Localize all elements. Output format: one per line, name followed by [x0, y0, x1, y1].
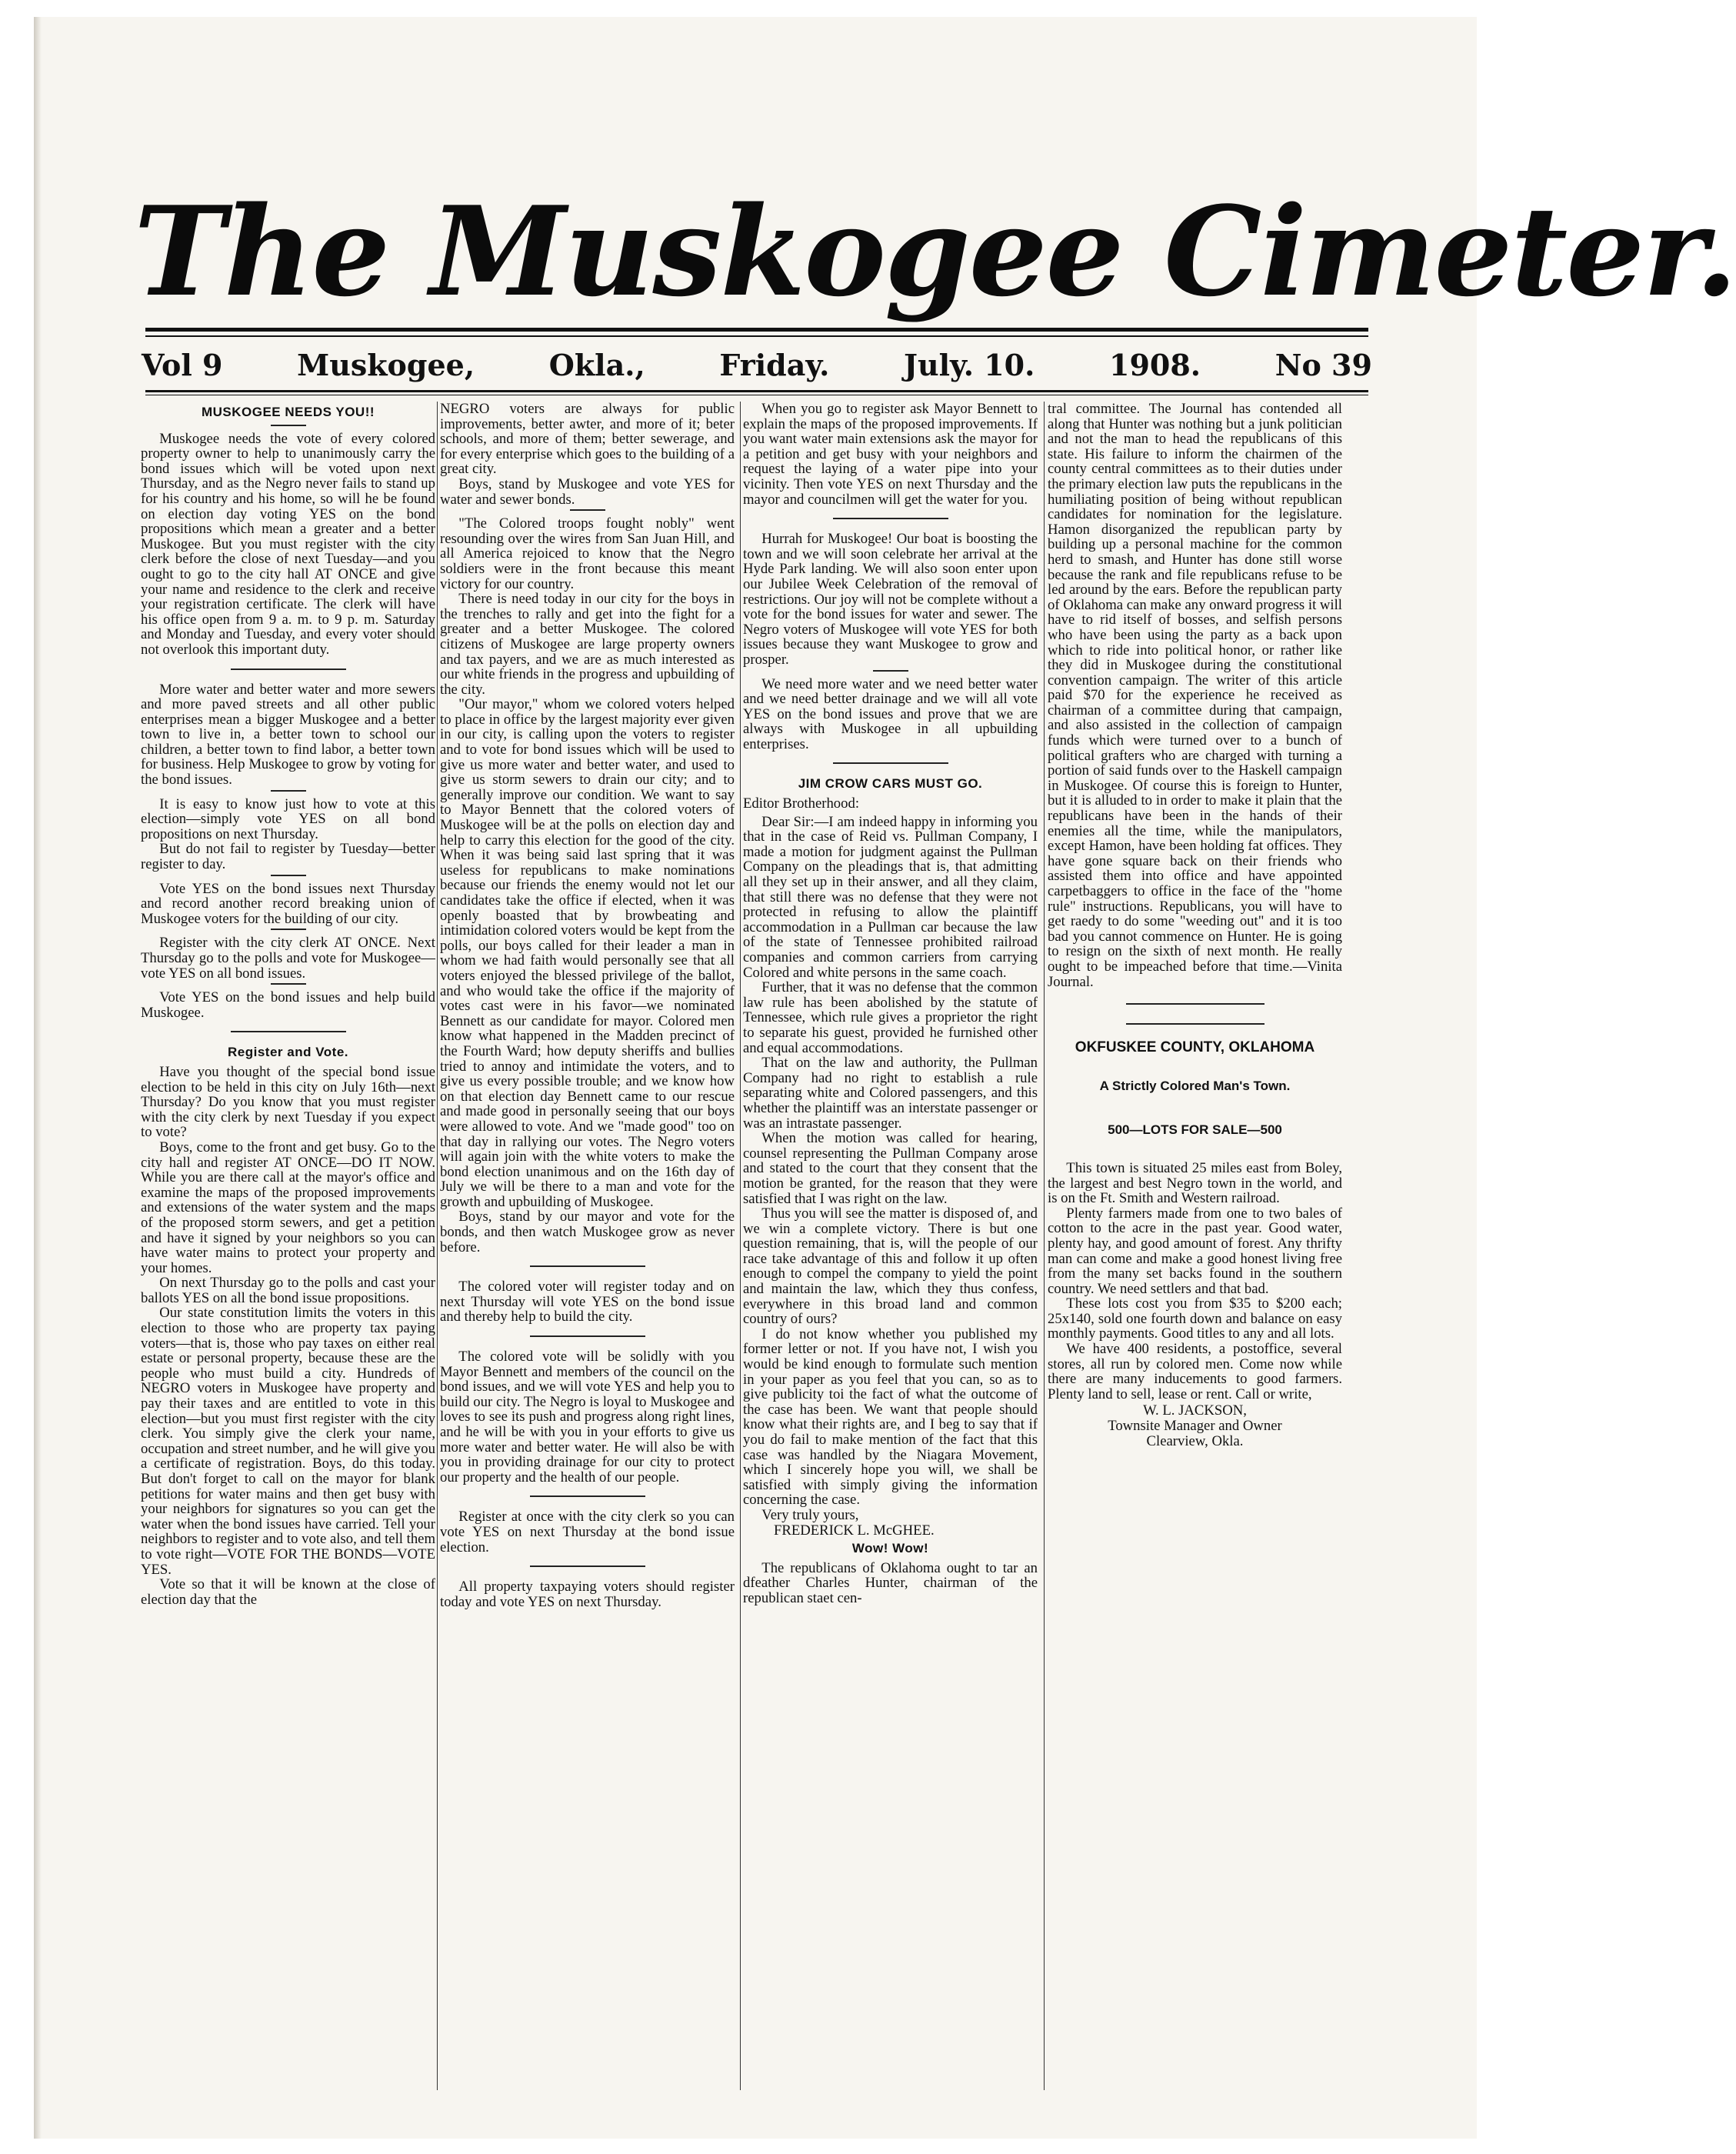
- article-paragraph: Vote YES on the bond issues and help build Muskogee.: [141, 989, 435, 1021]
- advertiser-title: Townsite Manager and Owner: [1108, 1418, 1282, 1435]
- masthead-rule-thin: [145, 335, 1368, 337]
- advertisement-paragraph: We have 400 residents, a postoffice, several stores, all run by colored men. Come now while there are many inducements to good farmers. Plenty land to sell, lease or rent. Call or write,: [1048, 1341, 1342, 1402]
- advertisement-paragraph: Plenty farmers made from one to two bales of cotton to the acre in the past year. Good water, plenty hay, and good amount of forest. Any thrifty man can come and make a good honest living free from the many set backs found in the southern country. We need settlers and that bad.: [1048, 1205, 1342, 1297]
- column-divider: [437, 402, 438, 2090]
- article-paragraph: All property taxpaying voters should register today and vote YES on next Thursday.: [440, 1579, 735, 1610]
- article-paragraph: Boys, stand by Muskogee and vote YES for water and sewer bonds.: [440, 475, 735, 508]
- article-paragraph: The colored vote will be solidly with you Mayor Bennett and members of the council on the bond issues, and we will vote YES and help you to build our city. The Negro is loyal to Muskogee and loves to see its push and progress along right lines, and he will be with you in your efforts to give us more water and better water. He will also be with you in providing drainage for our city to protect our property and the health of our people.: [440, 1349, 735, 1485]
- advertisement-paragraph: This town is situated 25 miles east from Boley, the largest and best Negro town in the world, and is on the Ft. Smith and Western railroad.: [1048, 1159, 1342, 1207]
- issue-line: [142, 342, 1372, 388]
- article-paragraph: That on the law and authority, the Pullman Company had no right to establish a rule separating white and Colored passengers, and this whether the plaintiff was an interstate passenger or was an intrastate passenger.: [743, 1055, 1038, 1132]
- section-rule: [1126, 1023, 1265, 1025]
- section-rule: [231, 1031, 346, 1032]
- city-name: Muskogee,: [297, 347, 475, 382]
- section-rule: [833, 762, 948, 764]
- section-rule: [530, 1335, 645, 1337]
- letter-signature: FREDERICK L. McGHEE.: [774, 1522, 935, 1539]
- article-paragraph: The colored voter will register today and on next Thursday will vote YES on the bond issue and thereby help to build the city.: [440, 1279, 735, 1325]
- article-paragraph: Muskogee needs the vote of every colored property owner to help to unanimously carry the bond issues which will be voted upon next Thursday, and as the Negro never fails to stand up for his country and his home, so will he be found on election day voting YES on the bond propositions which mean a greater and a better Muskogee. But you must register with the city clerk before the close of next Tuesday—and you ought to go to the city hall AT ONCE and give your name and residence to the clerk and receive your registration certificate. The clerk will have his office open from 9 a. m. to 9 p. m. Saturday and Monday and Tuesday, and every voter should not overlook this important duty.: [141, 430, 435, 658]
- column-2: [440, 402, 735, 2090]
- headline-register-and-vote: Register and Vote.: [228, 1045, 348, 1060]
- article-paragraph: On next Thursday go to the polls and cast your ballots YES on all the bond issue propositions.: [141, 1275, 435, 1306]
- column-divider: [1044, 402, 1045, 2090]
- article-paragraph: Boys, stand by our mayor and vote for the bonds, and then watch Muskogee grow as never before.: [440, 1209, 735, 1255]
- paragraph-rule: [271, 790, 306, 792]
- article-paragraph: Vote so that it will be known at the close of election day that the: [141, 1576, 435, 1608]
- paragraph-rule: [570, 509, 605, 511]
- article-paragraph: Hurrah for Muskogee! Our boat is boosting the town and we will soon celebrate her arrival at the Hyde Park landing. We will also soon enter upon our Jubilee Week Celebration of the removal of restrictions. Our joy will not be complete without a vote for the bond issues for water and sewer. The Negro voters of Muskogee will vote YES for both issues because they want Muskogee to grow and prosper.: [743, 531, 1038, 668]
- section-rule: [530, 1265, 645, 1267]
- section-rule: [530, 1565, 645, 1567]
- advertisement-lots: 500—LOTS FOR SALE—500: [1108, 1122, 1282, 1138]
- article-paragraph: NEGRO voters are always for public improvements, better awter, and more of it; beter schools, and more of them; better sewerage, and for every enterprise which goes to the building of a great city.: [440, 401, 735, 478]
- issue-rule: [145, 390, 1368, 392]
- issue-day: Friday.: [719, 347, 830, 382]
- article-paragraph: When you go to register ask Mayor Bennett to explain the maps of the proposed improvements. If you want water main extensions ask the mayor for a petition and get busy with your neighbors and request the laying of a water pipe into your vicinity. Then vote YES on next Thursday and the mayor and councilmen will get the water for you.: [743, 401, 1038, 508]
- article-paragraph: Register with the city clerk AT ONCE. Next Thursday go to the polls and vote for Muskogee—vote YES on all bond issues.: [141, 935, 435, 982]
- letter-closing: Very truly yours,: [761, 1506, 859, 1523]
- section-rule: [1126, 1003, 1265, 1005]
- article-paragraph: Have you thought of the special bond issue election to be held in this city on July 16th—next Thursday? Do you know that you must register with the city clerk by next Tuesday if you expect to vote?: [141, 1063, 435, 1141]
- paragraph-rule: [873, 670, 908, 672]
- article-paragraph: It is easy to know just how to vote at this election—simply vote YES on all bond propositions on next Thursday.: [141, 795, 435, 842]
- masthead-rule: [145, 328, 1368, 332]
- article-paragraph: tral committee. The Journal has contended all along that Hunter was nothing but a junk politician and not the man to head the republicans of this state. His failure to inform the chairmen of the county central committees as to their duties under the primary election law puts the republicans in the humiliating position of being without republican candidates for nomination for the legislature. Hamon disorganized the republican party by building up a personal machine for the common herd to smash, and Hunter has done still worse because the rank and file republicans refuse to be led around by the ears. Before the republican party of Oklahoma can make any onward progress it will have to rid itself of bosses, and selfish persons who have been using the party as a back upon which to ride into political honor, or rather like they did in Muskogee during the constitutional convention campaign. The writer of this article paid $70 for the experience he received as chairman of a committee during that campaign, and also assisted in the collection of campaign funds which were turned over to a bunch of political grafters who are charged with turning a portion of said funds over to the Haskell campaign in Muskogee. Of course this is foreign to Hunter, but it is alluded to in order to make it plain that the republicans have been in the hands of their enemies all the time, while the manipulators, except Hamon, have been holding fat offices. They have gone square back on their friends who assisted them into office and have appointed carpetbaggers to office in the face of the "home rule" instructions. Republicans, you will have to get raedy to do some "weeding out" and it is too bad you cannot commence on Hunter. He is going to resign on the sixth of next month. He really ought to be impeached before that time.—Vinita Journal.: [1048, 401, 1342, 990]
- section-rule: [530, 1495, 645, 1497]
- column-3: [743, 402, 1038, 2090]
- advertiser-name: W. L. JACKSON,: [1143, 1402, 1247, 1419]
- article-paragraph: "Our mayor," whom we colored voters helped to place in office by the largest majority ever given in our city, is calling upon the voters to register and to vote for bond issues which will be used to give us more water and better water, and used to give us storm sewers to drain our city; and to generally improve our condition. We want to say to Mayor Bennett that the colored voters of Muskogee will be at the polls on election day and help to carry this election for the good of the city. When it was being said last spring that it was useless for republicans to make nominations because our friends the enemy would not let our candidates take the office if elected, when it was openly boasted that by browbeating and intimidation colored voters would be kept from the polls, our boys called for their leader a man in whom we had faith would personally see that all voters enjoyed the blessed privilege of the ballot, and who would take the office if the majority of votes cast were in his favor—we nominated Bennett as our candidate for mayor. Colored men know what happened in the Madden precinct of the Fourth Ward; how deputy sheriffs and bullies tried to annoy and intimidate the voters, and to give us every possible trouble; and we know how on that election day Bennett came to our rescue and made good in personally seeing that our boys were allowed to vote. And we "made good" too on that day in rallying our votes. The Negro voters will again join with the white voters to make the bond election unanimous and on the 16th day of July we will be there to a man and vote for the growth and upbuilding of Muskogee.: [440, 696, 735, 1210]
- newspaper-page: [34, 17, 1736, 2139]
- article-paragraph: Dear Sir:—I am indeed happy in informing you that in the case of Reid vs. Pullman Company, I made a motion for judgment against the Pullman Company on the pleadings that is, that admitting all they set up in their answer, and all they claim, that still there was no defense that they were not protected in refusing to allow the plaintiff accommodation in a Pullman car because the law of the state of Tennessee prohibited railroad companies and common carriers from carrying Colored and white persons in the same coach.: [743, 813, 1038, 981]
- article-paragraph: Our state constitution limits the voters in this election to those who are property tax paying voters—that is, those who pay taxes on either real estate or personal property, because these are the people who must build a city. Hundreds of NEGRO voters in Muskogee have property and pay their taxes and are entitled to vote in this election—but you must first register with the city clerk. You simply give the clerk your name, occupation and street number, and he will give you a certificate of registration. Boys, do this today. But don't forget to call on the mayor for blank petitions for water mains and then get busy with your neighbors for signatures so you can get the water when the bond issues have carried. Tell your neighbors to register and to vote also, and tell them to vote right—VOTE FOR THE BONDS—VOTE YES.: [141, 1305, 436, 1578]
- section-rule: [231, 669, 346, 670]
- headline-wow-wow: Wow! Wow!: [851, 1541, 929, 1556]
- advertiser-place: Clearview, Okla.: [1146, 1432, 1244, 1449]
- article-paragraph: We need more water and we need better water and we need better drainage and we will all vote YES on the bond issues and prove that we are always with Muskogee in all upbuilding enterprises.: [743, 675, 1038, 752]
- section-rule: [833, 518, 948, 519]
- headline-muskogee-needs-you: MUSKOGEE NEEDS YOU!!: [201, 405, 375, 419]
- paragraph-rule: [271, 875, 306, 876]
- advertisement-title: OKFUSKEE COUNTY, OKLAHOMA: [1075, 1039, 1315, 1056]
- article-paragraph: Further, that it was no defense that the common law rule has been abolished by the statute of Tennessee, which rule gives a proprietor the right to separate his guest, provided he furnished other and equal accommodations.: [743, 979, 1038, 1056]
- article-paragraph: I do not know whether you published my former letter or not. If you have not, I wish you would be kind enough to formulate such mention in your paper as you feel that you can, so as to give publicity toi the fact of what the outcome of the case has been. We want that people should know what their rights are, and I beg to say that if you do fail to make mention of the fact that this case was handled by the Niagara Movement, which I sincerely hope you will, we shall be satisfied with simply giving the information concerning the case.: [743, 1325, 1038, 1509]
- advertisement-paragraph: These lots cost you from $35 to $200 each; 25x140, sold one fourth down and balance on easy monthly payments. Good titles to any and all lots.: [1048, 1295, 1342, 1342]
- article-paragraph: Register at once with the city clerk so you can vote YES on next Thursday at the bond issue election.: [440, 1509, 735, 1555]
- article-paragraph: There is need today in our city for the boys in the trenches to rally and get into the fight for a greater and a better Muskogee. The colored citizens of Muskogee are large property owners and tax payers, and we are as much interested as our white friends in the progress and upbuilding of the city.: [440, 591, 735, 698]
- paragraph-rule: [271, 929, 306, 930]
- letter-salutation: Editor Brotherhood:: [743, 795, 860, 812]
- state-name: Okla.,: [548, 347, 645, 382]
- advertisement-subtitle: A Strictly Colored Man's Town.: [1099, 1078, 1291, 1093]
- paragraph-rule: [271, 983, 306, 985]
- column-1: [141, 402, 435, 2090]
- article-paragraph: Boys, come to the front and get busy. Go to the city hall and register AT ONCE—DO IT NOW. While you are there call at the mayor's office and examine the maps of the proposed improvements and extensions of the water system and the maps of the proposed storm sewers, and get a petition and have it signed by your neighbors so you can have water mains to protect your property and your homes.: [141, 1139, 435, 1276]
- masthead-title: The Muskogee Cimeter.: [134, 179, 1736, 324]
- article-paragraph: Vote YES on the bond issues next Thursday and record another record breaking union of Muskogee voters for the building of our city.: [141, 880, 435, 927]
- headline-rule: [271, 425, 306, 426]
- issue-number: No 39: [1275, 347, 1372, 382]
- article-paragraph: The republicans of Oklahoma ought to tar an dfeather Charles Hunter, chairman of the republican staet cen-: [743, 1559, 1038, 1606]
- issue-date: July. 10.: [904, 347, 1035, 382]
- article-paragraph: "The Colored troops fought nobly" went resounding over the wires from San Juan Hill, and all America rejoiced to know that the Negro soldiers were in the front because this meant victory for our country.: [440, 515, 735, 592]
- volume-number: Vol 9: [142, 347, 223, 382]
- headline-jim-crow-cars: JIM CROW CARS MUST GO.: [798, 776, 983, 792]
- article-paragraph: Thus you will see the matter is disposed of, and we win a complete victory. There is but one question remaining, that is, will the people of our race take advantage of this and follow it up often enough to compel the company to yield the point and maintain the law, which they thus confess, everywhere in this broad land and common country of ours?: [743, 1205, 1038, 1328]
- article-paragraph: When the motion was called for hearing, counsel representing the Pullman Company arose and stated to the court that they consent that the motion be granted, for the reason that they were satisfied that I was right on the law.: [743, 1130, 1038, 1207]
- column-divider: [740, 402, 741, 2090]
- advertisement-signature: [1048, 1403, 1342, 1449]
- column-4: [1048, 402, 1342, 2090]
- article-paragraph: More water and better water and more sewers and more paved streets and all other public enterprises mean a bigger Muskogee and a better town to live in, a better town to school our children, a better town to find labor, a better town for business. Help Muskogee to grow by voting for the bond issues.: [141, 681, 435, 789]
- issue-year: 1908.: [1109, 347, 1201, 382]
- article-paragraph: But do not fail to register by Tuesday—better register to day.: [141, 841, 435, 873]
